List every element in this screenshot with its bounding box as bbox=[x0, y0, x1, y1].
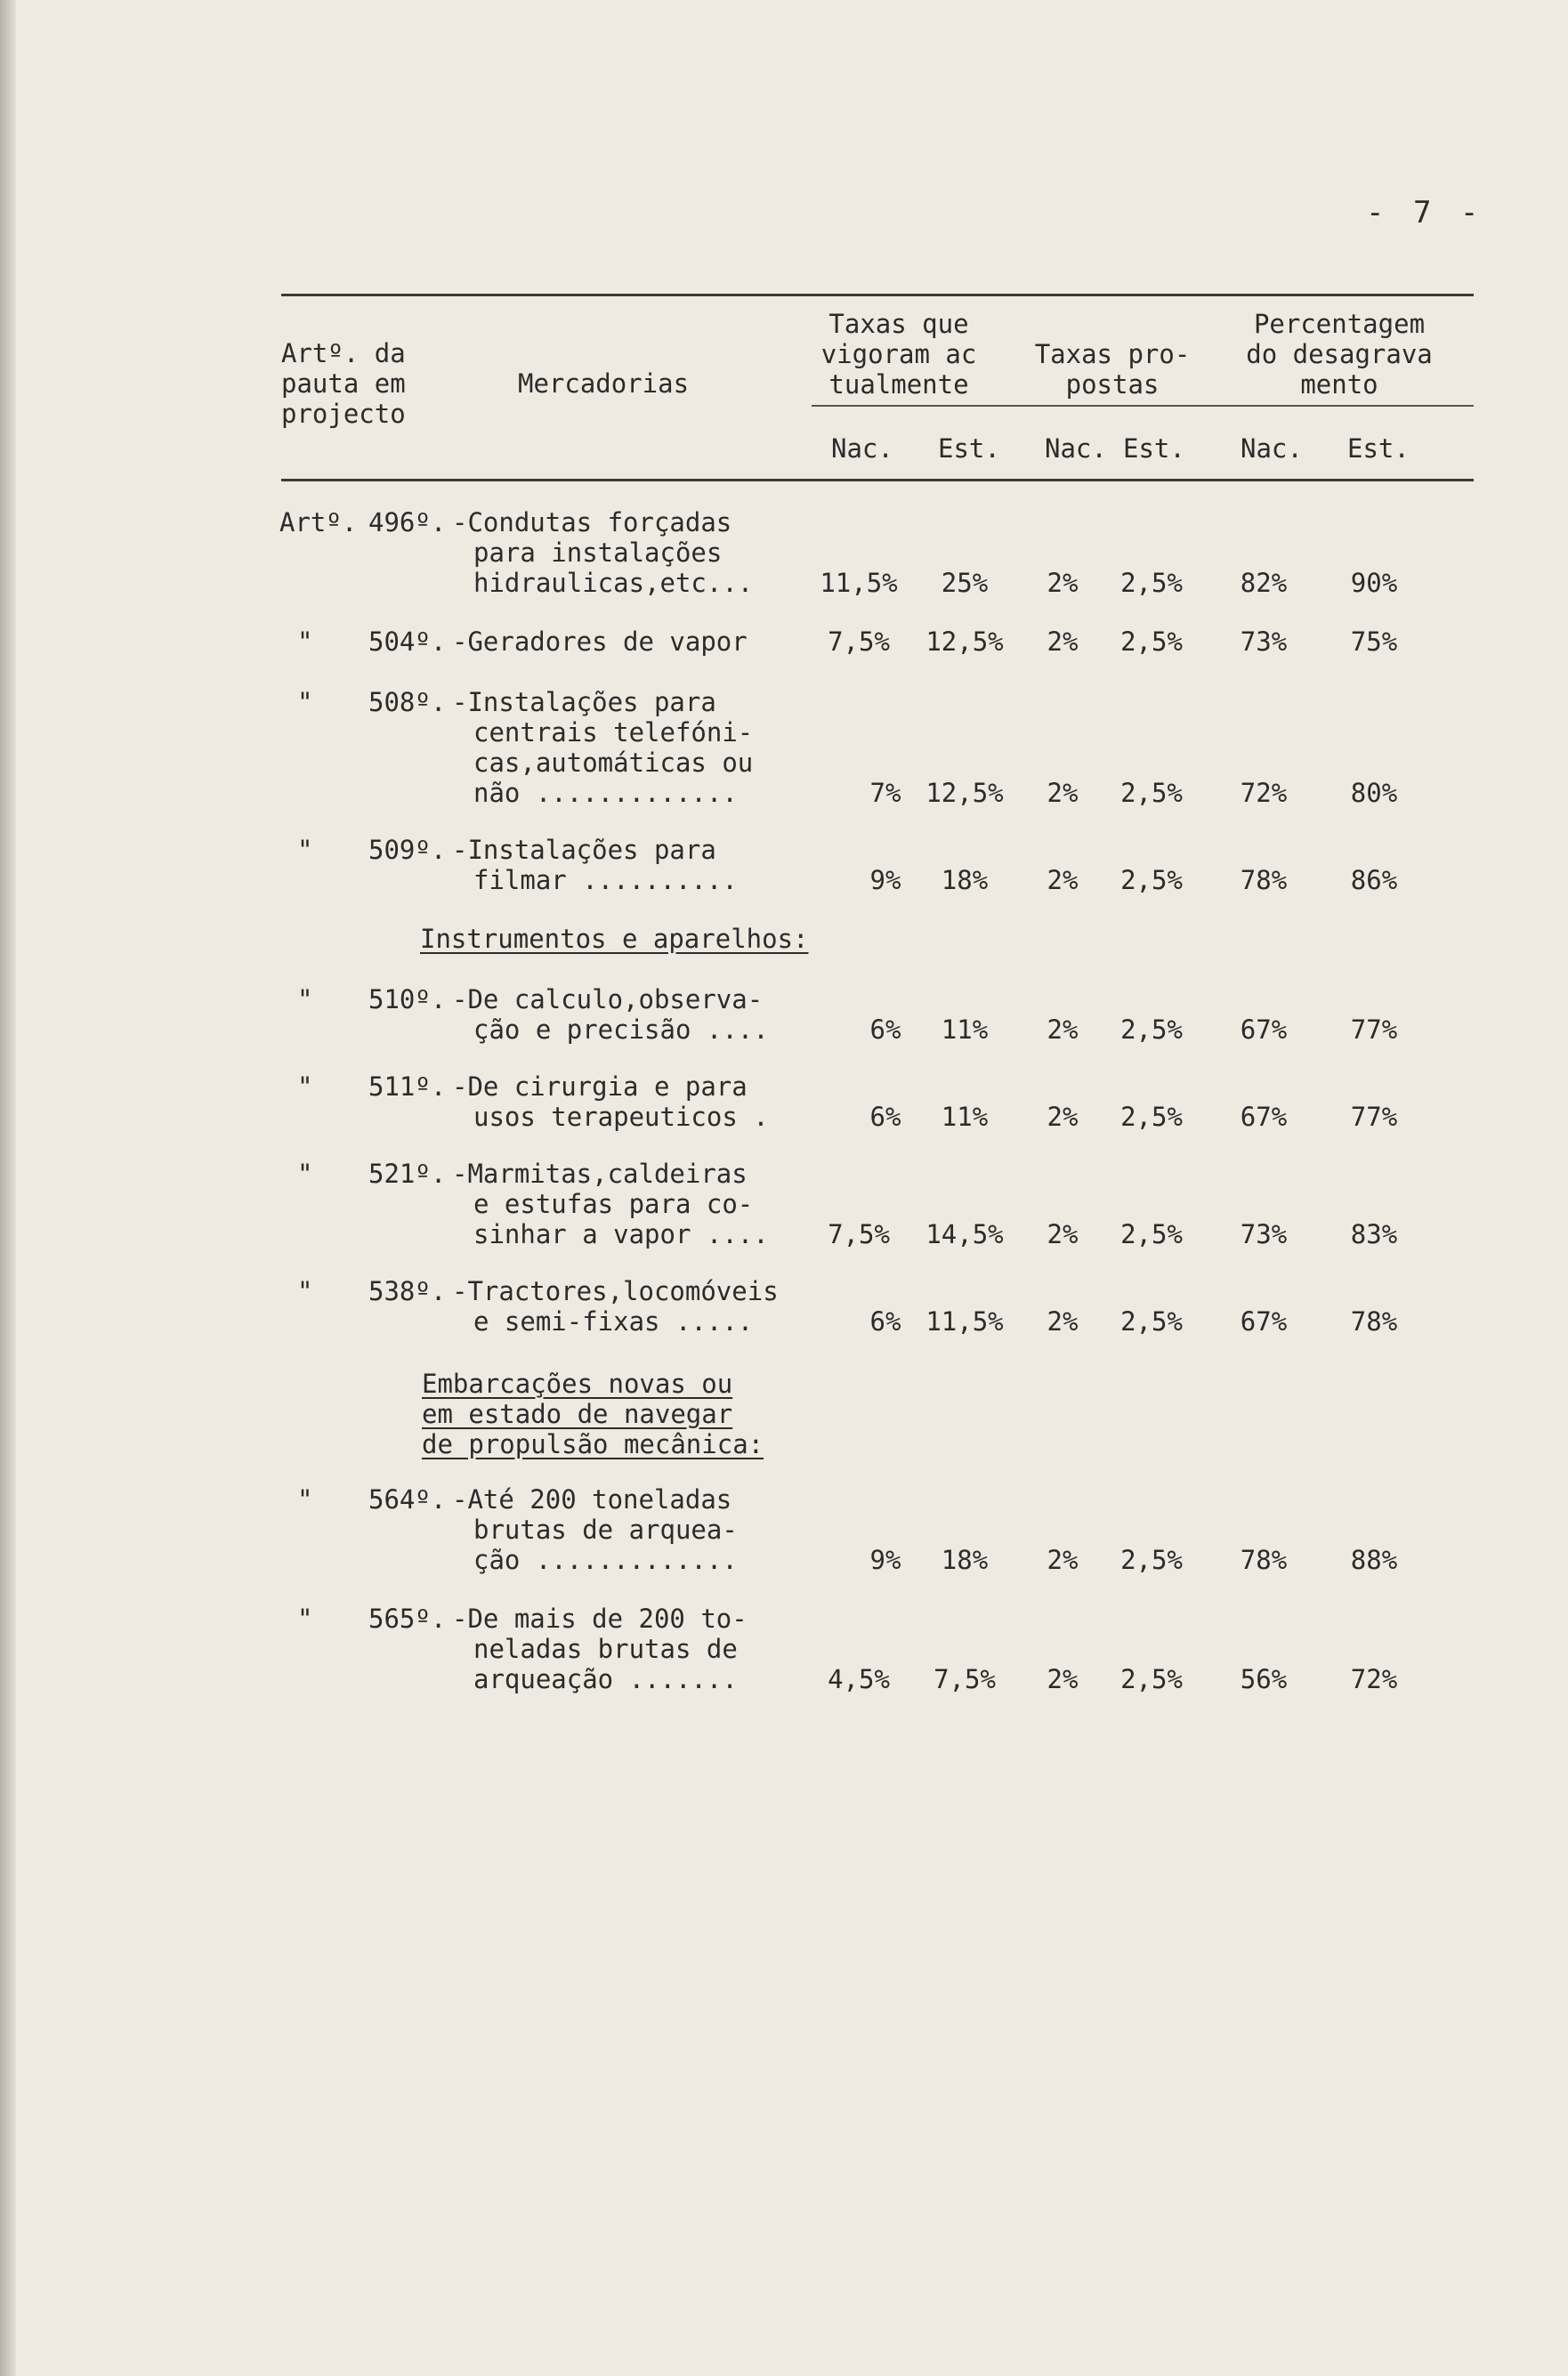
value-proposed-est: 2,5% bbox=[1120, 626, 1183, 657]
sub-proposed-est: Est. bbox=[1123, 433, 1185, 464]
section-heading-vessels-line-2: em estado de navegar bbox=[422, 1399, 733, 1429]
row-goods-line: -De calculo,observa- bbox=[452, 984, 764, 1014]
value-current-nac: 7% bbox=[869, 778, 901, 808]
value-proposed-nac: 2% bbox=[1047, 1664, 1079, 1694]
row-article: 564º. bbox=[368, 1484, 447, 1515]
value-current-est: 11% bbox=[941, 1102, 989, 1132]
value-percentage-nac: 67% bbox=[1240, 1102, 1288, 1132]
value-current-nac: 7,5% bbox=[828, 626, 890, 657]
value-percentage-est: 88% bbox=[1350, 1545, 1398, 1575]
row-goods-line: -Marmitas,caldeiras bbox=[452, 1159, 748, 1189]
value-proposed-nac: 2% bbox=[1047, 778, 1079, 808]
value-current-est: 12,5% bbox=[925, 778, 1004, 808]
row-goods-line: arqueação ....... bbox=[473, 1664, 738, 1694]
value-percentage-nac: 72% bbox=[1240, 778, 1288, 808]
sub-percentage-est: Est. bbox=[1347, 433, 1410, 464]
row-article: 508º. bbox=[368, 687, 447, 717]
value-percentage-nac: 73% bbox=[1240, 626, 1288, 657]
row-goods-line: -Instalações para bbox=[452, 687, 716, 717]
value-percentage-nac: 67% bbox=[1240, 1306, 1288, 1337]
value-percentage-est: 77% bbox=[1350, 1014, 1398, 1045]
value-current-nac: 9% bbox=[869, 865, 901, 895]
header-percentage-line-2: do desagrava bbox=[1246, 339, 1433, 369]
row-prefix: " bbox=[297, 1276, 313, 1306]
value-proposed-nac: 2% bbox=[1047, 865, 1079, 895]
value-current-est: 12,5% bbox=[925, 626, 1004, 657]
value-current-est: 14,5% bbox=[925, 1219, 1004, 1249]
row-prefix: " bbox=[297, 687, 313, 717]
row-prefix: " bbox=[297, 984, 313, 1014]
row-goods-line: -Tractores,locomóveis bbox=[452, 1276, 779, 1306]
value-proposed-est: 2,5% bbox=[1120, 778, 1183, 808]
value-percentage-est: 83% bbox=[1350, 1219, 1398, 1249]
row-prefix: " bbox=[297, 626, 313, 657]
value-percentage-est: 77% bbox=[1350, 1102, 1398, 1132]
row-prefix: " bbox=[297, 835, 313, 865]
row-article: 538º. bbox=[368, 1276, 447, 1306]
value-proposed-est: 2,5% bbox=[1120, 1219, 1183, 1249]
value-current-est: 25% bbox=[941, 568, 989, 598]
value-current-est: 18% bbox=[941, 865, 989, 895]
value-percentage-est: 86% bbox=[1350, 865, 1398, 895]
value-current-nac: 4,5% bbox=[828, 1664, 890, 1694]
value-percentage-est: 72% bbox=[1350, 1664, 1398, 1694]
section-heading-vessels-line-1: Embarcações novas ou bbox=[422, 1369, 733, 1399]
header-percentage-line-3: mento bbox=[1300, 369, 1378, 400]
page-number: - 7 - bbox=[1366, 195, 1484, 230]
value-proposed-est: 2,5% bbox=[1120, 865, 1183, 895]
sub-current-est: Est. bbox=[938, 433, 1000, 464]
value-proposed-est: 2,5% bbox=[1120, 1306, 1183, 1337]
value-proposed-nac: 2% bbox=[1047, 568, 1079, 598]
row-goods-line: -De cirurgia e para bbox=[452, 1071, 748, 1102]
row-goods-line: -Condutas forçadas bbox=[452, 507, 732, 537]
row-article: 511º. bbox=[368, 1071, 447, 1102]
value-current-nac: 7,5% bbox=[828, 1219, 890, 1249]
section-heading-vessels-line-3: de propulsão mecânica: bbox=[422, 1429, 764, 1459]
row-goods-line: não ............. bbox=[473, 778, 738, 808]
value-percentage-est: 90% bbox=[1350, 568, 1398, 598]
value-percentage-nac: 82% bbox=[1240, 568, 1288, 598]
row-goods-line: brutas de arquea- bbox=[473, 1515, 738, 1545]
row-prefix: " bbox=[297, 1484, 313, 1515]
value-current-nac: 6% bbox=[869, 1014, 901, 1045]
value-proposed-est: 2,5% bbox=[1120, 1664, 1183, 1694]
value-current-est: 7,5% bbox=[934, 1664, 996, 1694]
paper-spine-shadow bbox=[0, 0, 16, 2376]
row-goods-line: -De mais de 200 to- bbox=[452, 1604, 748, 1634]
sub-proposed-nac: Nac. bbox=[1045, 433, 1107, 464]
value-proposed-est: 2,5% bbox=[1120, 1545, 1183, 1575]
value-current-est: 11% bbox=[941, 1014, 989, 1045]
header-goods: Mercadorias bbox=[518, 368, 690, 399]
value-percentage-nac: 78% bbox=[1240, 1545, 1288, 1575]
row-goods-line: e estufas para co- bbox=[473, 1189, 754, 1219]
header-article-line-3: projecto bbox=[281, 399, 406, 429]
value-proposed-est: 2,5% bbox=[1120, 1014, 1183, 1045]
value-current-nac: 11,5% bbox=[820, 568, 898, 598]
row-article: 504º. bbox=[368, 626, 447, 657]
row-goods-line: para instalações bbox=[473, 537, 723, 568]
header-article-line-1: Artº. da bbox=[281, 338, 406, 368]
value-percentage-nac: 78% bbox=[1240, 865, 1288, 895]
row-article: 496º. bbox=[368, 507, 447, 537]
value-proposed-est: 2,5% bbox=[1120, 568, 1183, 598]
sub-percentage-nac: Nac. bbox=[1241, 433, 1303, 464]
value-percentage-nac: 73% bbox=[1240, 1219, 1288, 1249]
row-goods-line: ção e precisão .... bbox=[473, 1014, 769, 1045]
value-proposed-nac: 2% bbox=[1047, 1545, 1079, 1575]
row-prefix: " bbox=[297, 1071, 313, 1102]
header-current-line-3: tualmente bbox=[828, 369, 969, 400]
value-current-est: 18% bbox=[941, 1545, 989, 1575]
header-subgroup-rule bbox=[812, 405, 1474, 407]
row-goods-line: sinhar a vapor .... bbox=[473, 1219, 769, 1249]
value-current-nac: 9% bbox=[869, 1545, 901, 1575]
row-goods-line: neladas brutas de bbox=[473, 1634, 738, 1664]
value-percentage-nac: 67% bbox=[1240, 1014, 1288, 1045]
row-goods-line: -Até 200 toneladas bbox=[452, 1484, 732, 1515]
row-goods-line: e semi-fixas ..... bbox=[473, 1306, 754, 1337]
row-goods-line: hidraulicas,etc... bbox=[473, 568, 754, 598]
value-proposed-nac: 2% bbox=[1047, 1306, 1079, 1337]
header-bottom-rule bbox=[281, 479, 1474, 481]
row-goods-line: -Geradores de vapor bbox=[452, 626, 748, 657]
value-percentage-est: 78% bbox=[1350, 1306, 1398, 1337]
row-goods-line: cas,automáticas ou bbox=[473, 748, 754, 778]
value-current-nac: 6% bbox=[869, 1102, 901, 1132]
value-proposed-nac: 2% bbox=[1047, 626, 1079, 657]
value-proposed-nac: 2% bbox=[1047, 1014, 1079, 1045]
value-percentage-nac: 56% bbox=[1240, 1664, 1288, 1694]
row-article: 509º. bbox=[368, 835, 447, 865]
row-article: 565º. bbox=[368, 1604, 447, 1634]
row-article: 521º. bbox=[368, 1159, 447, 1189]
header-proposed-line-1: Taxas pro- bbox=[1034, 339, 1191, 369]
value-percentage-est: 80% bbox=[1350, 778, 1398, 808]
table-top-rule bbox=[281, 294, 1474, 296]
row-goods-line: centrais telefóni- bbox=[473, 717, 754, 748]
section-heading-instruments: Instrumentos e aparelhos: bbox=[420, 924, 809, 954]
row-article: 510º. bbox=[368, 984, 447, 1014]
row-prefix: " bbox=[297, 1604, 313, 1634]
sub-current-nac: Nac. bbox=[831, 433, 893, 464]
header-current-line-2: vigoram ac bbox=[820, 339, 977, 369]
value-proposed-nac: 2% bbox=[1047, 1219, 1079, 1249]
value-proposed-nac: 2% bbox=[1047, 1102, 1079, 1132]
value-proposed-est: 2,5% bbox=[1120, 1102, 1183, 1132]
header-proposed-line-2: postas bbox=[1065, 369, 1160, 400]
value-percentage-est: 75% bbox=[1350, 626, 1398, 657]
row-goods-line: -Instalações para bbox=[452, 835, 716, 865]
row-goods-line: ção ............. bbox=[473, 1545, 738, 1575]
row-prefix: Artº. bbox=[279, 507, 358, 537]
header-article-line-2: pauta em bbox=[281, 368, 406, 399]
value-current-est: 11,5% bbox=[925, 1306, 1004, 1337]
row-goods-line: usos terapeuticos . bbox=[473, 1102, 769, 1132]
header-percentage-line-1: Percentagem bbox=[1253, 309, 1426, 339]
row-goods-line: filmar .......... bbox=[473, 865, 738, 895]
header-current-line-1: Taxas que bbox=[828, 309, 969, 339]
row-prefix: " bbox=[297, 1159, 313, 1189]
value-current-nac: 6% bbox=[869, 1306, 901, 1337]
